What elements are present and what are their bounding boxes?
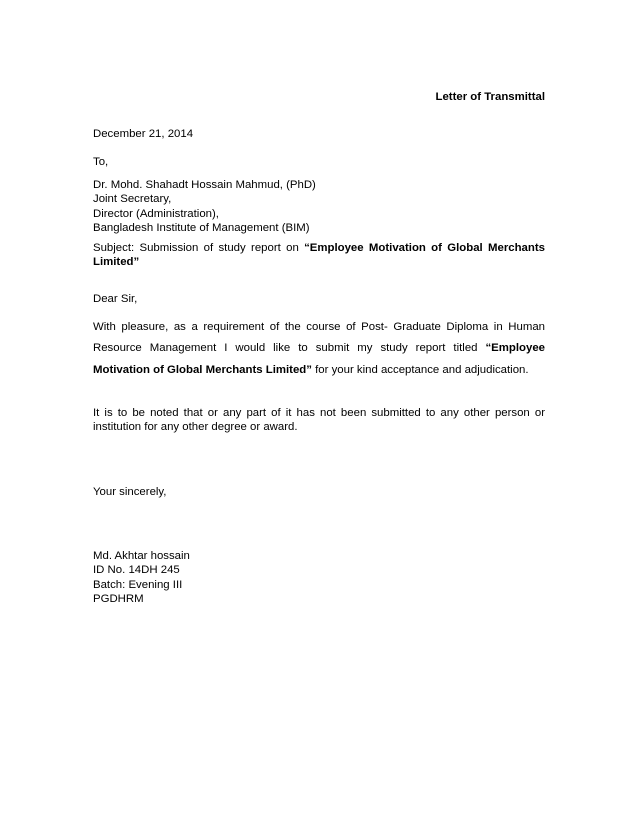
body-paragraph-1 <box>93 320 545 377</box>
subject-block <box>93 241 545 270</box>
to-line: To, <box>93 156 109 168</box>
signature-block <box>93 549 545 607</box>
recipient-block <box>93 178 545 236</box>
body1-line-3 <box>93 363 545 377</box>
subject-line-1 <box>93 241 545 255</box>
recipient-title-2: Director (Administration), <box>93 207 219 220</box>
body1-line-2 <box>93 341 545 355</box>
subject-line-2 <box>93 255 545 269</box>
body1-line-2-bold: “Employee <box>485 342 545 355</box>
salutation: Dear Sir, <box>93 293 138 305</box>
body2-line-1: It is to be noted that or any part of it has not been submitted to any other person or <box>93 407 545 419</box>
signature-program: PGDHRM <box>93 593 144 606</box>
signature-id: ID No. 14DH 245 <box>93 564 180 577</box>
subject-prefix: Subject: Submission of study report on <box>93 242 305 254</box>
body1-line-3-bold: Motivation of Global Merchants Limited” <box>93 363 312 376</box>
body-paragraph-2 <box>93 406 545 435</box>
letter-title: Letter of Transmittal <box>435 91 545 103</box>
signature-batch: Batch: Evening III <box>93 578 183 591</box>
letter-date: December 21, 2014 <box>93 128 194 140</box>
recipient-title-1: Joint Secretary, <box>93 193 172 206</box>
closing: Your sincerely, <box>93 486 167 498</box>
body1-line-1: With pleasure, as a requirement of the course of Post- Graduate Diploma in Human <box>93 321 545 333</box>
signature-name: Md. Akhtar hossain <box>93 550 190 562</box>
subject-title-part-1: “Employee Motivation of Global Merchants <box>304 242 545 254</box>
body2-line-2: institution for any other degree or award. <box>93 421 298 434</box>
body1-line-2-text: Resource Management I would like to submit my study report titled <box>93 342 486 355</box>
body1-line-3-text: for your kind acceptance and adjudication. <box>311 363 529 376</box>
recipient-name: Dr. Mohd. Shahadt Hossain Mahmud, (PhD) <box>93 179 316 191</box>
subject-title-part-2: Limited” <box>93 256 140 269</box>
recipient-organization: Bangladesh Institute of Management (BIM) <box>93 222 310 235</box>
